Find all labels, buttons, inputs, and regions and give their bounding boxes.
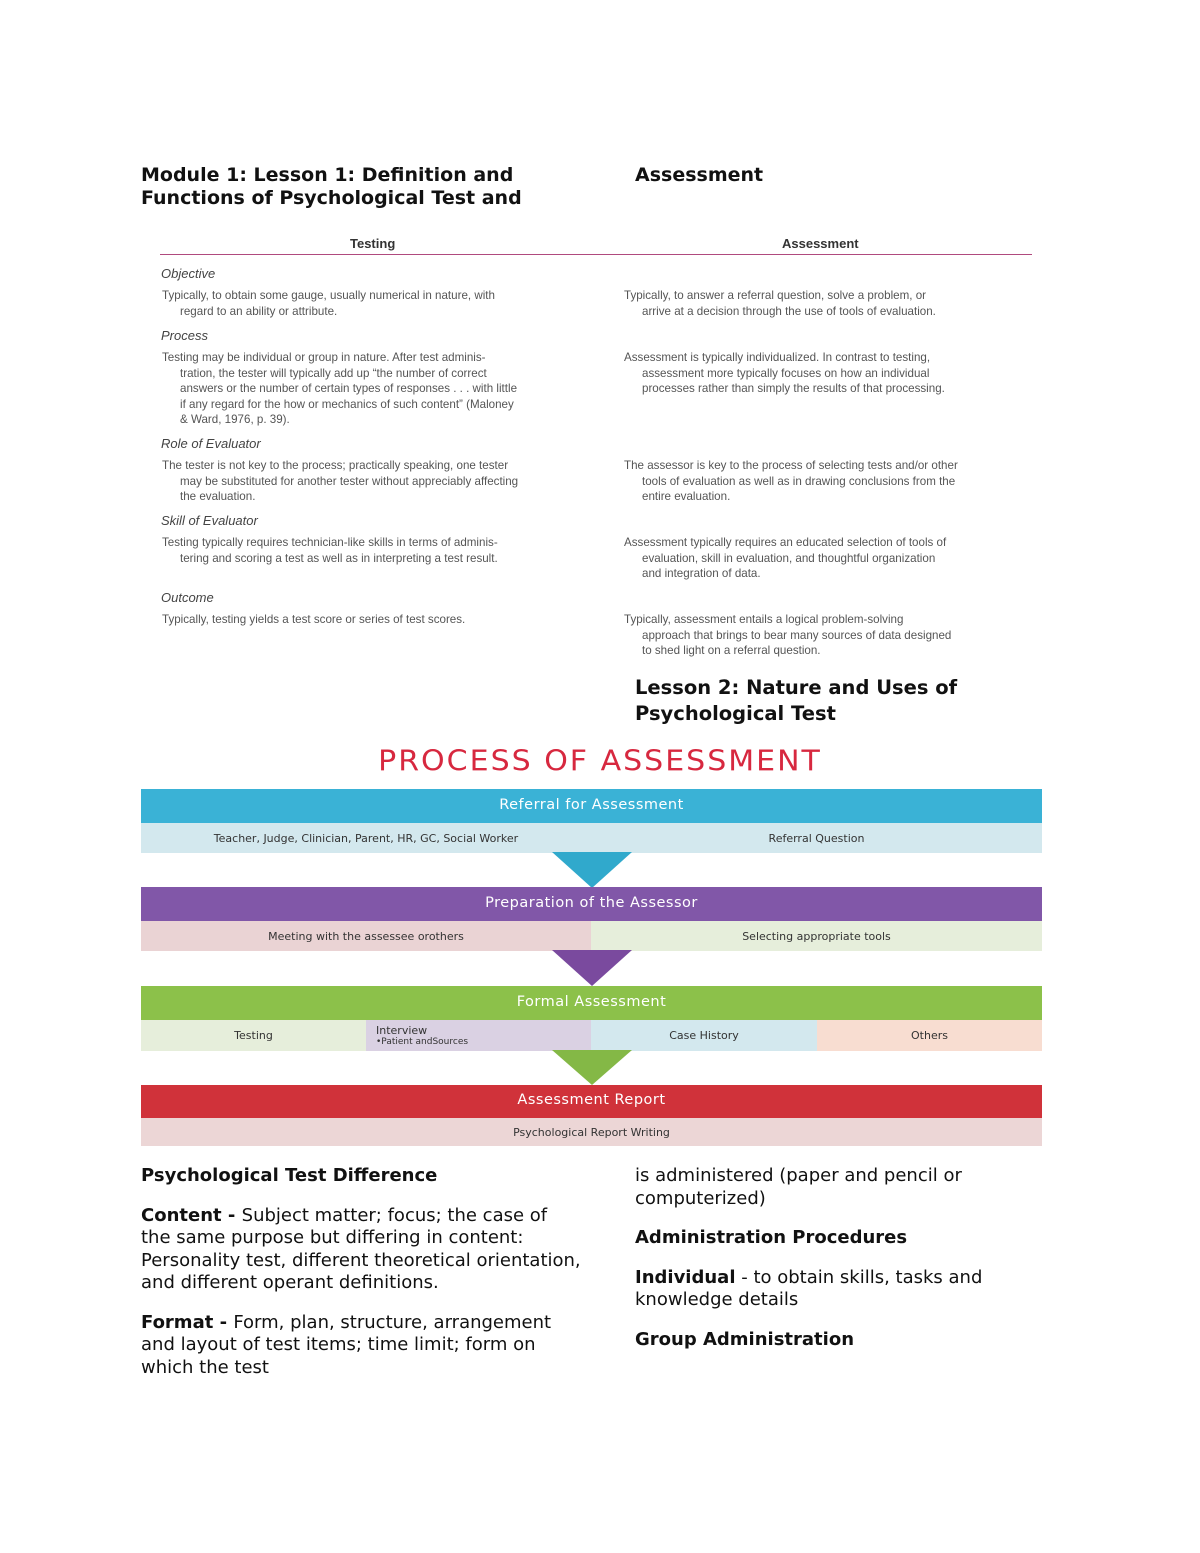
lesson2-title-line2: Psychological Test (635, 702, 836, 725)
preparation-band: Preparation of the Assessor (141, 887, 1042, 921)
referral-sources: Teacher, Judge, Clinician, Parent, HR, GC, Social Worker (141, 823, 591, 853)
module-title (141, 164, 522, 210)
row-label-outcome: Outcome (161, 590, 214, 605)
individual-paragraph: Individual - to obtain skills, tasks and knowledge details (635, 1266, 983, 1310)
arrow-down-icon (552, 1050, 632, 1085)
interview-label: Interview (376, 1024, 428, 1037)
process-testing: Testing may be individual or group in nature. After test adminis- tration, the tester will typically add up “the number of correct answers or the number of certain types of responses . . . with little if any regard for the how or mechanics of such content” (Maloney & Ward, 1976, p. 39). (162, 351, 518, 426)
role-assessment: The assessor is key to the process of selecting tests and/or other tools of evaluation as well as in drawing conclusions from the entire evaluation. (624, 459, 958, 503)
format-continued: is administered (paper and pencil or computerized) (635, 1165, 962, 1209)
arrow-down-icon (552, 950, 632, 986)
module-title-line2: Functions of Psychological Test and (141, 187, 522, 209)
lesson2-title (635, 675, 957, 727)
selecting-tools: Selecting appropriate tools (591, 921, 1042, 951)
individual-label: Individual (635, 1266, 736, 1288)
interview-sources: •Patient andSources (376, 1037, 469, 1047)
lesson2-title-line1: Lesson 2: Nature and Uses of (635, 676, 958, 699)
meeting-with-assessee: Meeting with the assessee orothers (141, 921, 591, 951)
admin-procedures-heading: Administration Procedures (635, 1227, 908, 1248)
case-history-box: Case History (591, 1020, 817, 1051)
skill-testing: Testing typically requires technician-like skills in terms of adminis- tering and scoring a test as well as in interpreting a test result. (162, 536, 498, 565)
interview-box (366, 1020, 591, 1051)
outcome-testing: Typically, testing yields a test score or series of test scores. (162, 613, 466, 626)
testing-column-header: Testing (350, 236, 396, 251)
module-title-line1: Module 1: Lesson 1: Definition and (141, 164, 514, 186)
role-testing: The tester is not key to the process; practically speaking, one tester may be substituted for another tester without appreciably affecting the evaluation. (162, 459, 519, 503)
others-box: Others (817, 1020, 1042, 1051)
process-assessment: Assessment is typically individualized. In contrast to testing, assessment more typically focuses on how an individual processes rather than simply the results of that processing. (624, 351, 945, 395)
row-label-role-of-evaluator: Role of Evaluator (161, 436, 261, 451)
row-label-skill-of-evaluator: Skill of Evaluator (161, 513, 258, 528)
arrow-down-icon (552, 852, 632, 888)
format-label: Format - (141, 1311, 234, 1333)
module-title-continued: Assessment (635, 164, 764, 186)
formal-assessment-band: Formal Assessment (141, 986, 1042, 1020)
row-label-objective: Objective (161, 266, 216, 281)
content-paragraph: Content - Subject matter; focus; the case of the same purpose but differing in content: Personality test, different theoretical orientation, and different operant definitions. (141, 1204, 581, 1293)
content-label: Content - (141, 1204, 242, 1226)
objective-assessment: Typically, to answer a referral question, solve a problem, or arrive at a decision through the use of tools of evaluation. (624, 289, 936, 318)
process-diagram-title: PROCESS OF ASSESSMENT (378, 744, 822, 779)
difference-heading: Psychological Test Difference (141, 1165, 438, 1186)
assessment-report-band: Assessment Report (141, 1085, 1042, 1118)
format-paragraph: Format - Form, plan, structure, arrangement and layout of test items; time limit; form on which the test (141, 1311, 552, 1378)
objective-testing: Typically, to obtain some gauge, usually numerical in nature, with regard to an ability or attribute. (162, 289, 495, 318)
testing-vs-assessment-table (160, 232, 1032, 657)
group-admin-heading: Group Administration (635, 1328, 855, 1350)
assessment-column-header: Assessment (782, 236, 859, 251)
referral-question: Referral Question (591, 823, 1042, 853)
left-column (141, 1165, 581, 1396)
skill-assessment: Assessment typically requires an educated selection of tools of evaluation, skill in evaluation, and thoughtful organization and integration of data. (624, 536, 947, 580)
table-header (160, 232, 1032, 255)
row-label-process: Process (161, 328, 208, 343)
outcome-assessment: Typically, assessment entails a logical problem-solving approach that brings to bear many sources of data designed to shed light on a referral question. (624, 613, 952, 657)
right-column (635, 1165, 1055, 1368)
testing-box: Testing (141, 1020, 366, 1051)
referral-band: Referral for Assessment (141, 789, 1042, 823)
report-writing: Psychological Report Writing (141, 1118, 1042, 1146)
